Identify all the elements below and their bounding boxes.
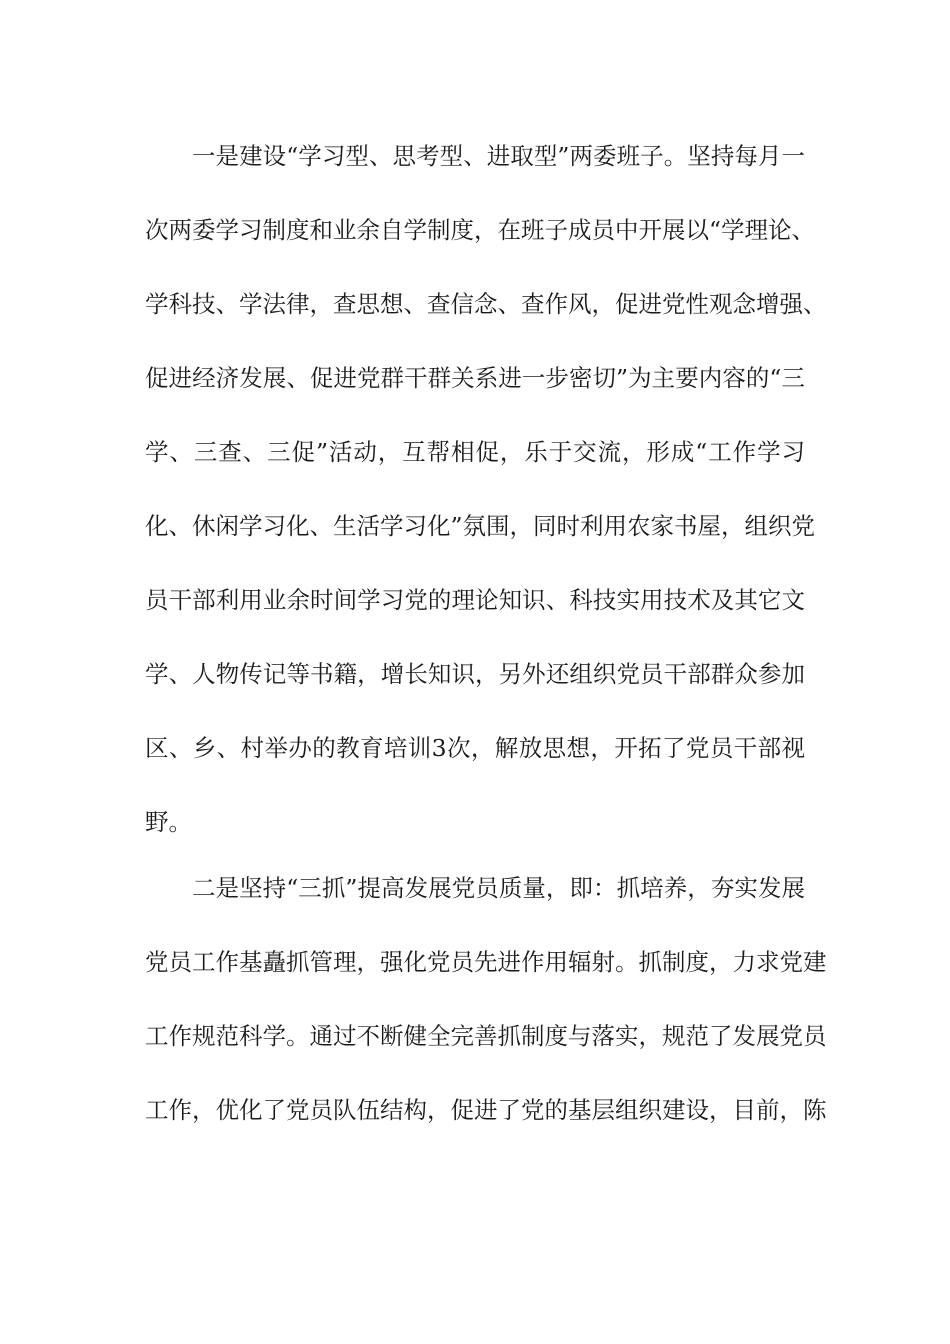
paragraph-2-line-1: 二是坚持“三抓”提高发展党员质量，即：抓培养，夯实发展 [192,874,805,902]
paragraph-2-line-2: 党员工作基矗抓管理，强化党员先进作用辐射。抓制度，力求党建 [145,948,827,976]
paragraph-1-line-8: 学、人物传记等书籍，增长知识，另外还组织党员干部群众参加 [145,660,805,688]
paragraph-1-line-9: 区、乡、村举办的教育培训3次，解放思想，开拓了党员干部视 [145,734,805,762]
paragraph-1-line-2: 次两委学习制度和业余自学制度，在班子成员中开展以“学理论、 [145,216,816,244]
paragraph-2-line-4: 工作，优化了党员队伍结构，促进了党的基层组织建设，目前，陈 [145,1096,827,1124]
paragraph-1-line-6: 化、休闲学习化、生活学习化”氛围，同时利用农家书屋，组织党 [145,512,816,540]
paragraph-1-line-5: 学、三查、三促”活动，互帮相促，乐于交流，形成“工作学习 [145,438,805,466]
paragraph-1-line-4: 促进经济发展、促进党群干群关系进一步密切”为主要内容的“三 [145,364,805,392]
paragraph-1-line-3: 学科技、学法律，查思想、查信念、查作风，促进党性观念增强、 [145,290,827,318]
paragraph-1-line-10: 野。 [145,808,192,836]
paragraph-2-line-3: 工作规范科学。通过不断健全完善抓制度与落实，规范了发展党员 [145,1022,827,1050]
paragraph-1-line-1: 一是建设“学习型、思考型、进取型”两委班子。坚持每月一 [192,142,805,170]
paragraph-1-line-7: 员干部利用业余时间学习党的理论知识、科技实用技术及其它文 [145,586,805,614]
